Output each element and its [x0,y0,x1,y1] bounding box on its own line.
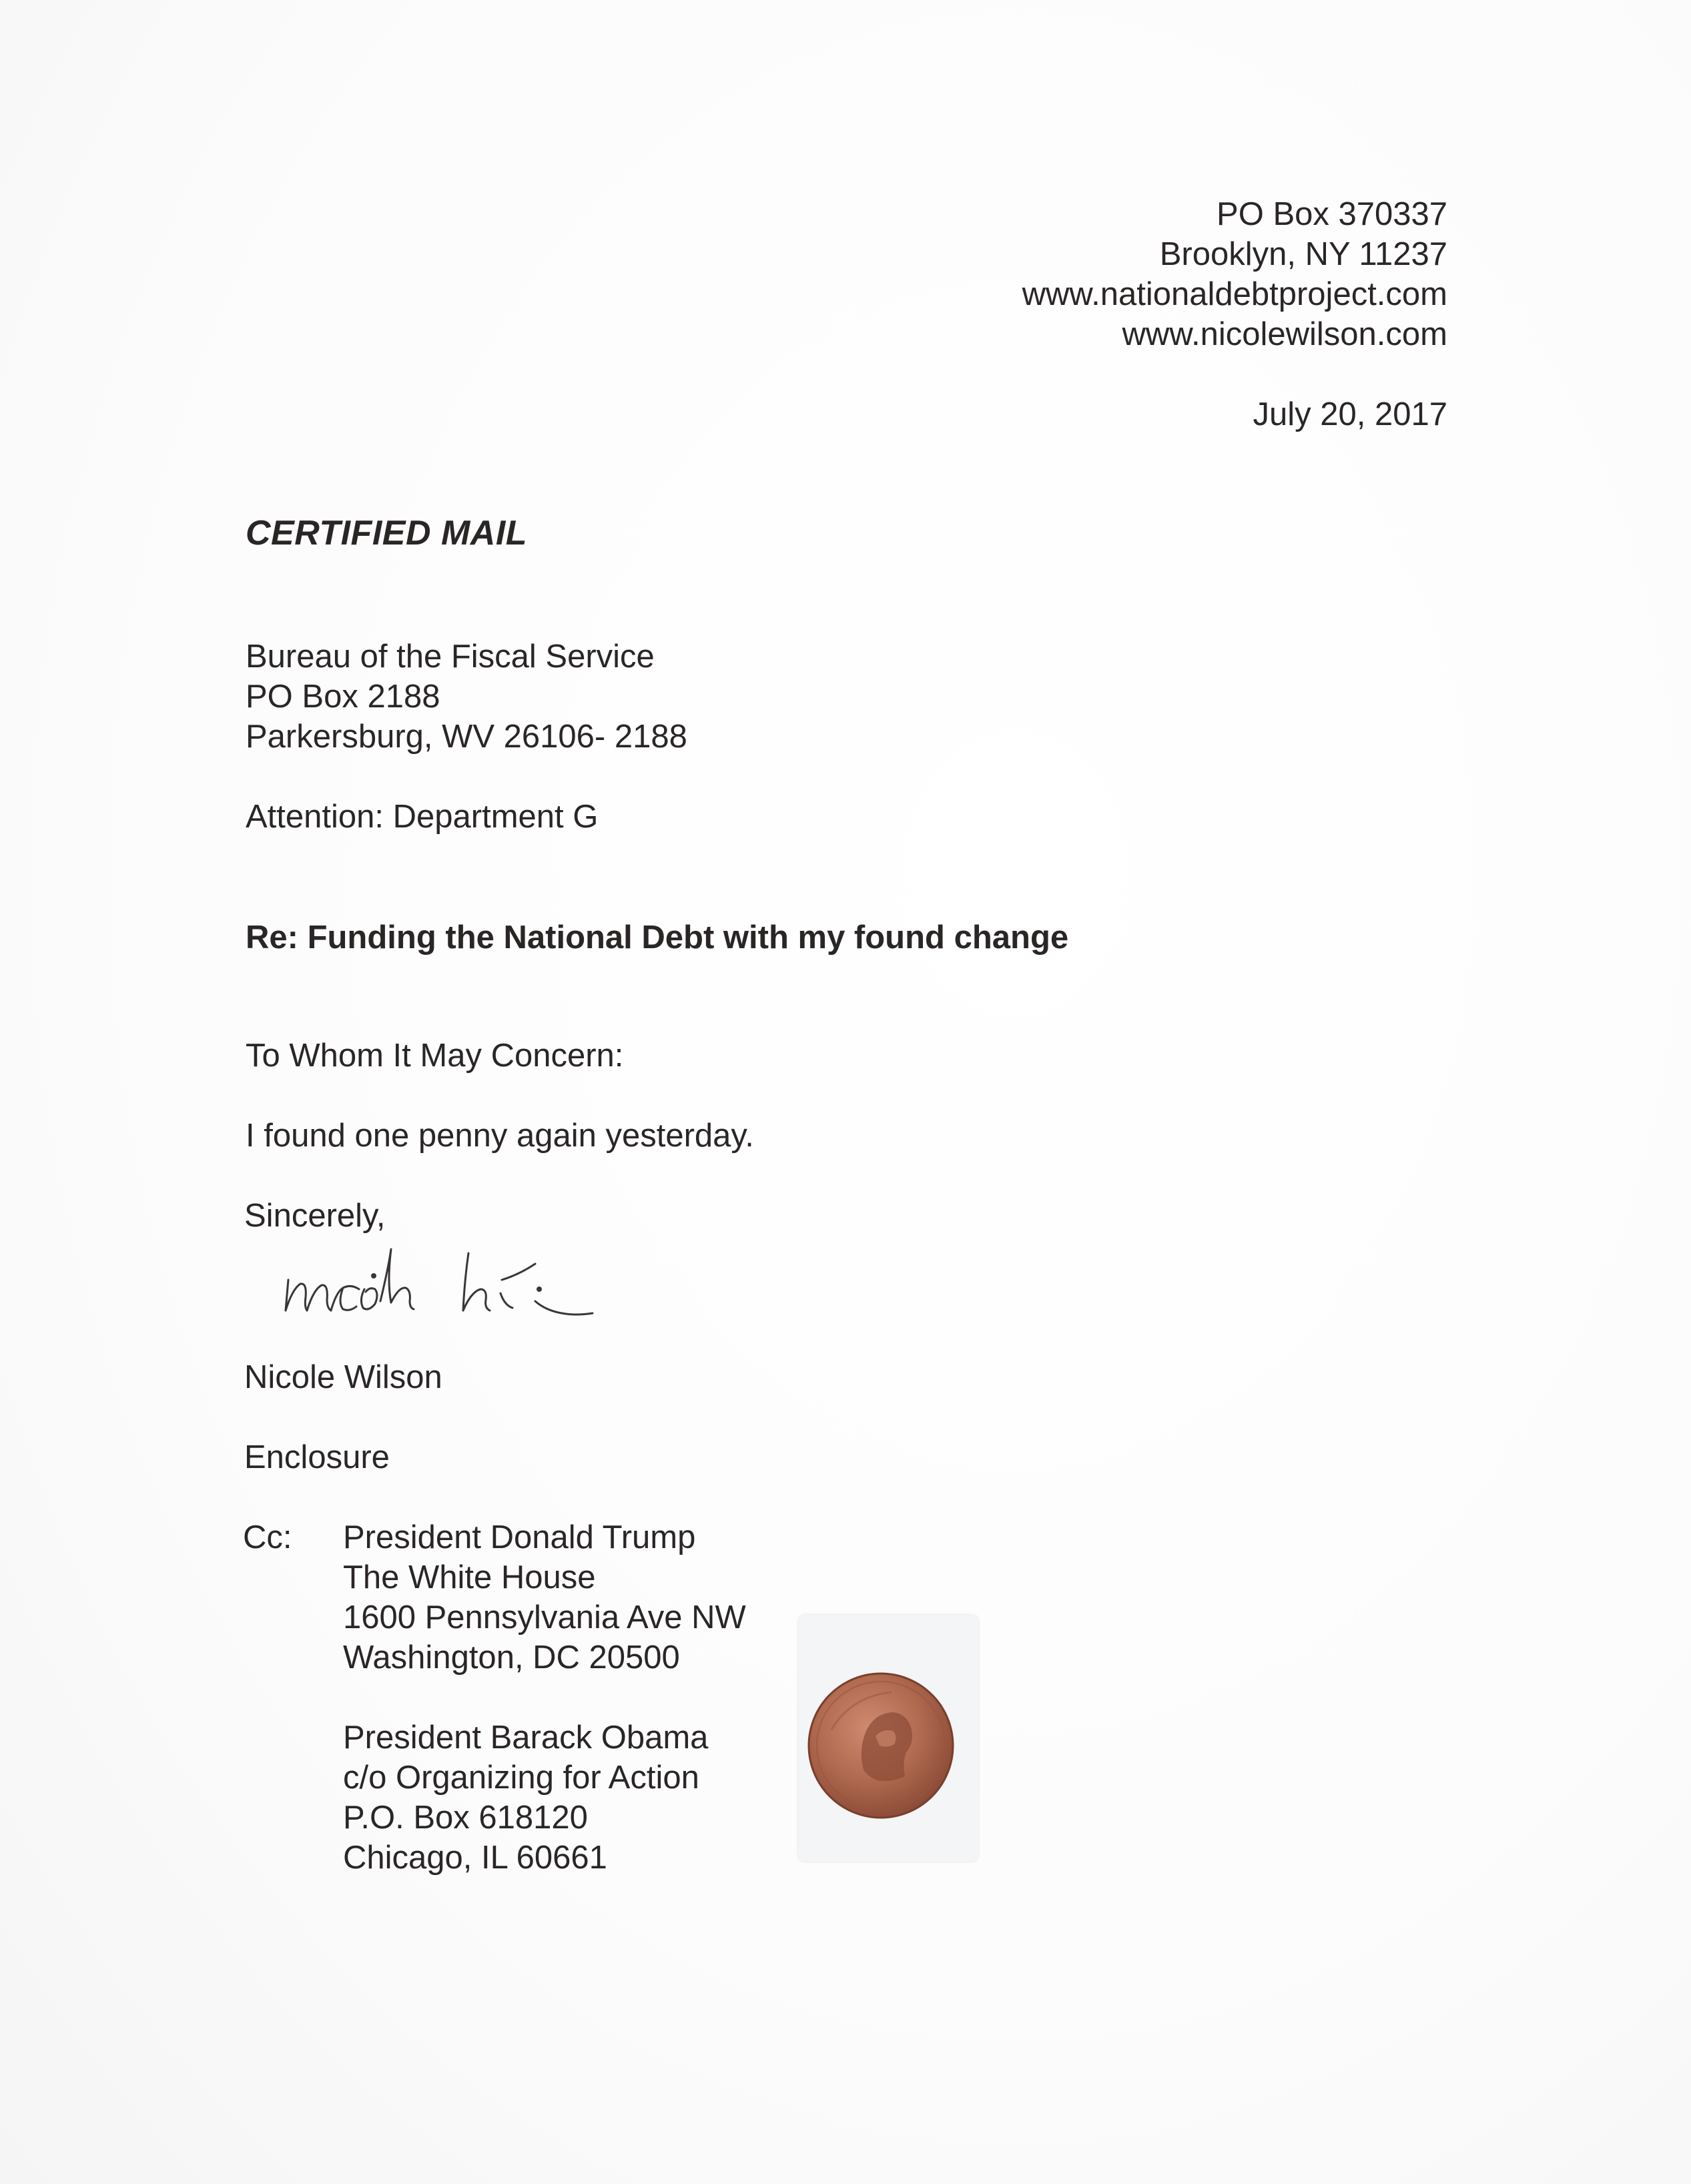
cc-line: President Barack Obama [343,1720,709,1756]
cc-line: The White House [343,1559,596,1595]
body-text: I found one penny again yesterday. [246,1118,754,1154]
cc-line: c/o Organizing for Action [343,1760,699,1796]
cc-line: President Donald Trump [343,1519,696,1555]
cc-line: Washington, DC 20500 [343,1640,680,1676]
cc-line: 1600 Pennsylvania Ave NW [343,1599,746,1635]
subject-line: Re: Funding the National Debt with my found change [246,920,1069,956]
return-address [1022,195,1447,355]
penny-coin-icon [805,1670,957,1822]
closing: Sincerely, [244,1198,386,1234]
website-link: www.nicolewilson.com [1122,316,1447,352]
letter-date: July 20, 2017 [1253,396,1447,432]
recipient-line: Parkersburg, WV 26106- 2188 [246,719,687,755]
salutation: To Whom It May Concern: [246,1038,624,1074]
cc-recipient [343,1718,708,1878]
cc-label: Cc: [243,1519,292,1555]
recipient-line: Bureau of the Fiscal Service [246,639,655,675]
website-link: www.nationaldebtproject.com [1022,276,1447,312]
recipient-address [246,637,687,757]
signer-name: Nicole Wilson [244,1359,442,1395]
certified-mail-heading: CERTIFIED MAIL [246,514,528,553]
return-address-line: PO Box 370337 [1217,196,1447,232]
cc-line: P.O. Box 618120 [343,1800,588,1836]
cc-line: Chicago, IL 60661 [343,1840,607,1876]
recipient-line: PO Box 2188 [246,679,440,715]
attention-line: Attention: Department G [246,799,599,835]
enclosure-label: Enclosure [244,1439,390,1475]
return-address-line: Brooklyn, NY 11237 [1159,236,1447,272]
handwritten-signature [274,1228,687,1335]
cc-recipient [343,1518,746,1678]
